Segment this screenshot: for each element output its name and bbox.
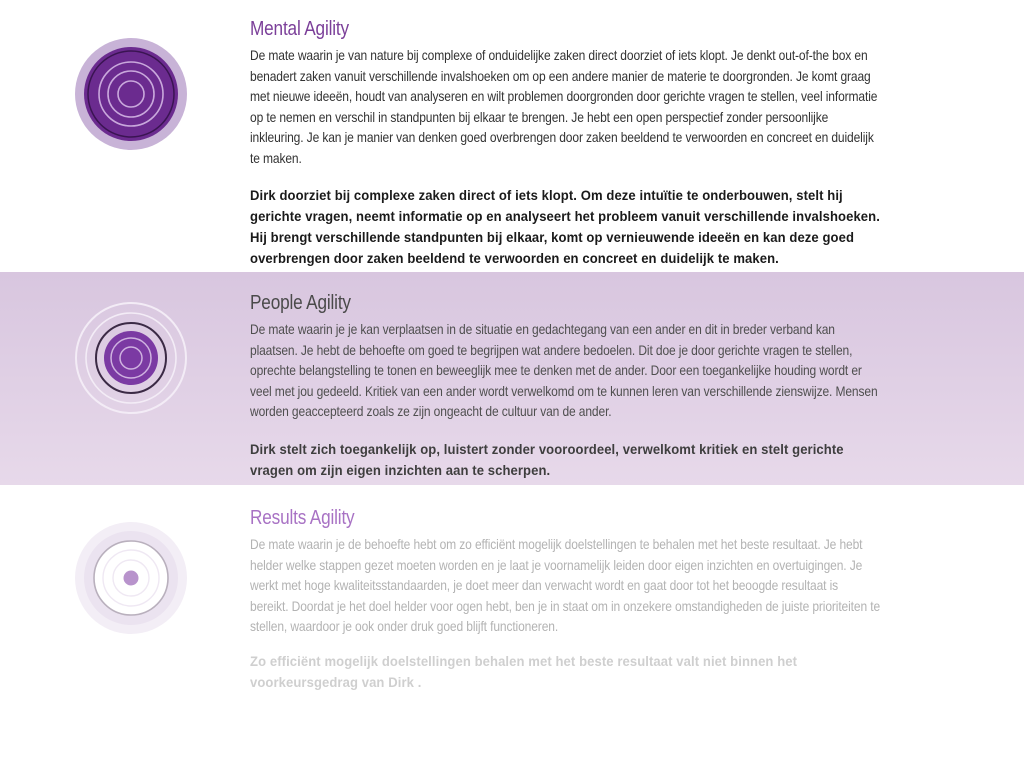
section-title: Results Agility [250,507,355,529]
summary-line: Hij brengt verschillende standpunten bij elkaar, komt op vernieuwende ideeën en kan deze goed [250,230,855,246]
people-agility-section [0,272,1024,485]
section-description [250,534,950,637]
description-line: inkleuring. Je kan je manier van denken goed overbrengen door zaken beeldend te verwoorden en concreet en duidelijk [250,129,874,146]
description-line: op te nemen en verschil in standpunten bij elkaar te brengen. Je hebt een open perspectief zonder persoonlijke [250,108,829,125]
section-summary [250,652,950,694]
section-title: People Agility [250,292,351,314]
description-line: benadert zaken vanuit verschillende invalshoeken om op een andere manier de materie te doorgronden. Je komt graag [250,67,871,84]
summary-line: vragen om zijn eigen inzichten aan te scherpen. [250,463,551,479]
results-agility-text [250,506,950,691]
description-line: plaatsen. Je hebt de behoefte om goed te begrijpen wat andere bedoelen. Dit doe je door gerichte vragen te stellen, [250,341,853,358]
description-line: veel met jou gedeeld. Kritiek van een ander wordt verwelkomd om te kunnen leren van verschillende zienswijze. Mensen [250,382,878,399]
description-line: met nieuwe ideeën, houdt van analyseren en wilt problemen doorgronden door gerichte vragen te stellen, veel informatie [250,88,878,105]
section-description [250,45,950,169]
description-line: te maken. [250,149,302,166]
summary-line: Zo efficiënt mogelijk doelstellingen behalen met het beste resultaat valt niet binnen het [250,654,798,670]
summary-line: gerichte vragen, neemt informatie op en analyseert het probleem vanuit verschillende invalshoeken. [250,209,880,225]
description-line: helder welke stappen gezet moeten worden en je laat je voornamelijk leiden door eigen inzichten en overtuigingen. Je [250,556,863,573]
section-title: Mental Agility [250,18,349,40]
mental-agility-rings-icon [73,36,189,152]
summary-line: Dirk doorziet bij complexe zaken direct of iets klopt. Om deze intuïtie te onderbouwen, stelt hij [250,188,843,204]
description-line: oprechte belangstelling te tonen en beweeglijk mee te denken met de ander. Door een toegankelijke houding wordt er [250,362,862,379]
people-agility-rings-icon [73,300,189,416]
description-line: werkt met hoge kwaliteitsstandaarden, je doet meer dan verwacht wordt en gaat door tot het beoogde resultaat is [250,577,839,594]
summary-line: voorkeursgedrag van Dirk . [250,675,422,691]
people-agility-text [250,291,950,479]
summary-line: overbrengen door zaken beeldend te verwoorden en concreet en duidelijk te maken. [250,251,779,267]
description-line: De mate waarin je de behoefte hebt om zo efficiënt mogelijk doelstellingen te behalen met het beste resultaat. Je hebt [250,536,863,552]
description-line: stellen, waardoor je ook onder druk goed blijft functioneren. [250,618,559,635]
summary-line: Dirk stelt zich toegankelijk op, luistert zonder vooroordeel, verwelkomt kritiek en stelt gerichte [250,442,844,458]
section-summary [250,440,950,482]
results-agility-section [0,485,1024,774]
section-summary [250,186,950,270]
results-agility-rings-icon [73,520,189,636]
mental-agility-section [0,0,1024,272]
mental-agility-text [250,17,950,267]
description-line: De mate waarin je van nature bij complexe of onduidelijke zaken direct doorziet of iets klopt. Je denkt out-of-the box en [250,47,868,63]
section-description [250,319,950,422]
description-line: bereikt. Doordat je het doel helder voor ogen hebt, ben je in staat om in onzekere omstandigheden de juiste prioriteiten te [250,597,881,614]
description-line: De mate waarin je je kan verplaatsen in de situatie en gedachtegang van een ander en dit in breder verband kan [250,321,835,337]
description-line: worden geaccepteerd zoals ze zijn ongeacht de cultuur van de ander. [250,403,612,420]
